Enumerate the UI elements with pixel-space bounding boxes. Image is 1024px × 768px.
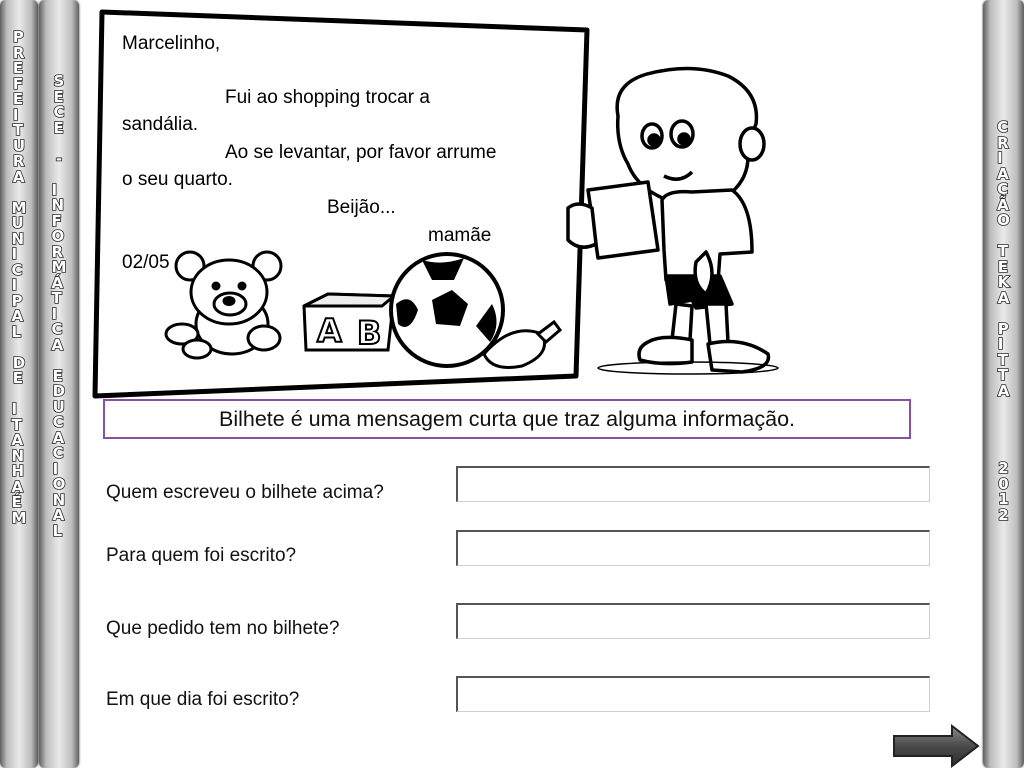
note-greeting: Marcelinho, [122,33,221,54]
note-date: 02/05 [122,252,170,273]
sidebar-right-word: C R I A Ç Ã O [997,118,1010,229]
note-illustration [92,4,802,400]
note-line: o seu quarto. [122,169,233,190]
question-label: Para quem foi escrito? [106,545,297,566]
sidebar-middle-text [39,74,79,539]
block-letter-b: B [357,314,382,352]
sidebar-middle [39,0,79,768]
sidebar-right-word: P I T T A [997,319,1010,400]
sidebar-left [0,0,38,768]
sidebar-right-word: 2 0 1 2 [998,459,1009,524]
sidebar-right-text [983,120,1024,523]
note-signature: mamãe [428,225,492,246]
answer-field-4[interactable] [456,676,930,712]
answer-field-3[interactable] [456,603,930,639]
sidebar-middle-word: E D U C A C I O N A L [52,366,66,540]
right-arrow-icon [894,726,978,766]
alphabet-blocks-icon [304,294,394,352]
question-label: Quem escreveu o bilhete acima? [106,482,384,503]
note-line: Ao se levantar, por favor arrume [225,142,497,163]
sidebar-middle-word: I N F O R M Á T I C A [51,180,67,354]
soccer-ball-icon [391,254,503,366]
note-line: Fui ao shopping trocar a [225,87,430,108]
note-closing: Beijão... [327,197,396,218]
sidebar-left-word: P R E F E I T U R A [12,28,26,186]
answer-field-2[interactable] [456,530,930,566]
sidebar-left-word: M U N I C I P A L [11,198,27,341]
sidebar-left-word: D E [12,353,26,387]
sidebar-middle-word: S E C E [53,72,65,137]
sidebar-right [983,0,1024,768]
sidebar-left-text [0,30,38,526]
question-label: Que pedido tem no bilhete? [106,618,340,639]
next-arrow-button[interactable] [890,724,982,768]
answer-field-1[interactable] [456,466,930,502]
sidebar-left-word: I T A N H A É M [11,400,27,527]
note-line: sandália. [122,114,199,135]
question-label: Em que dia foi escrito? [106,689,300,710]
definition-banner: Bilhete é uma mensagem curta que traz alguma informação. [103,399,911,439]
block-letter-a: A [317,312,342,350]
sidebar-middle-word: - [55,149,63,168]
boy-reading-icon [568,68,778,374]
sidebar-right-word: T E K A [997,242,1010,307]
